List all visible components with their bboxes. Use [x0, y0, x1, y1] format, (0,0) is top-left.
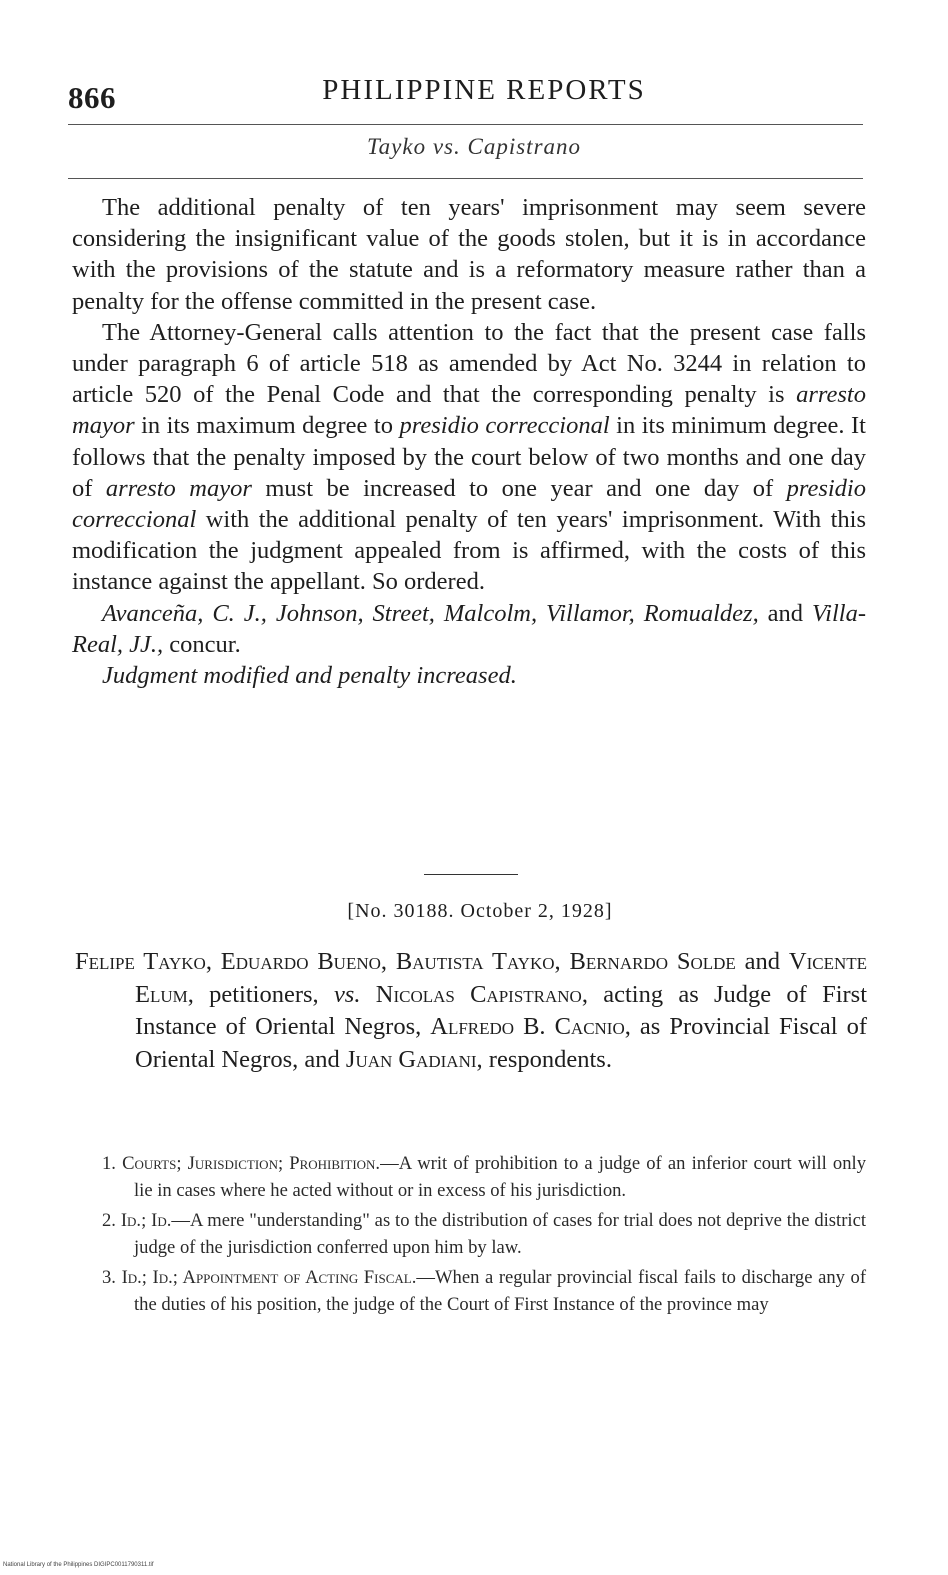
- petitioner-names: Felipe Tayko, Eduardo Bueno, Bautista Tayko, Bernardo Solde: [75, 948, 736, 975]
- case-divider: [424, 874, 518, 875]
- text-run: with the additional penalty of ten years' imprisonment. With this modification the judgment appealed from is affirmed, with the costs of this instance against the appellant. So ordered.: [72, 506, 866, 596]
- italic-term: arresto mayor: [72, 381, 866, 440]
- respondent-name: Alfredo B. Cacnio,: [430, 1013, 631, 1040]
- versus: vs.: [333, 980, 361, 1008]
- syllabus-number: 3.: [102, 1267, 116, 1288]
- text-run: in its maximum degree to: [134, 412, 400, 440]
- italic-term: presidio correccional: [399, 412, 610, 440]
- syllabus: [102, 1150, 866, 1321]
- concurrence: [72, 598, 866, 660]
- syllabus-text: —When a regular provincial fiscal fails to discharge any of the duties of his position, the judge of the Court of First Instance of the province may: [134, 1267, 867, 1315]
- docket-line: [No. 30188. October 2, 1928]: [347, 900, 613, 922]
- syllabus-item: [102, 1150, 866, 1204]
- page-number: 866: [68, 80, 116, 115]
- text-run: [360, 981, 375, 1008]
- case-caption: Tayko vs. Capistrano: [366, 134, 582, 159]
- text-run: concur.: [163, 630, 241, 658]
- respondent-name: Juan Gadiani,: [345, 1045, 483, 1073]
- case-parties: [75, 946, 867, 1076]
- header-rule-top: [68, 124, 863, 125]
- syllabus-item: [102, 1264, 866, 1318]
- text-run: acting as Judge of First Instance of Oriental Negros,: [135, 980, 868, 1040]
- text-run: petitioners,: [193, 980, 334, 1008]
- justice-names: Avanceña, C. J., Johnson, Street, Malcolm, Villamor, Romualdez,: [102, 599, 759, 627]
- header-rule-bottom: [68, 178, 863, 179]
- text-run: and: [735, 948, 789, 975]
- text-run: respondents.: [482, 1045, 612, 1073]
- syllabus-heading: Id.; Id.: [120, 1210, 172, 1231]
- syllabus-number: 2.: [102, 1210, 116, 1231]
- justice-names: Villa-Real, JJ.,: [72, 599, 866, 658]
- syllabus-heading: Courts; Jurisdiction; Prohibition.: [122, 1153, 381, 1174]
- opinion-body: [72, 192, 866, 691]
- paragraph-attorney-general: [72, 317, 866, 598]
- text-run: as Provincial Fiscal of Oriental Negros, and: [135, 1013, 867, 1073]
- disposition-text: Judgment modified and penalty increased.: [102, 662, 517, 690]
- respondent-name: Nicolas Capistrano,: [375, 980, 588, 1008]
- text-run: The Attorney-General calls attention to the fact that the present case falls under paragraph 6 of article 518 as amended by Act No. 3244 in relation to article 520 of the Penal Code and that the corresponding penalty is: [72, 318, 866, 409]
- parties-paragraph: [75, 946, 867, 1076]
- syllabus-item: [102, 1207, 866, 1261]
- scan-footer-note: National Library of the Philippines DIGIPC0011790311.tif: [3, 1562, 154, 1568]
- disposition: [72, 660, 866, 691]
- petitioner-name: Vicente Elum,: [135, 948, 868, 1008]
- paragraph-penalty-note: The additional penalty of ten years' imprisonment may seem severe considering the insignificant value of the goods stolen, but it is in accordance with the provisions of the statute and is a reformatory measure rather than a penalty for the offense committed in the present case.: [72, 194, 866, 315]
- text-run: must be increased to one year and one day of: [251, 474, 787, 502]
- syllabus-text: —A mere "understanding" as to the distribution of cases for trial does not deprive the district judge of the jurisdiction conferred upon him by law.: [134, 1210, 866, 1258]
- italic-term: presidio correccional: [72, 474, 866, 534]
- text-run: in its minimum degree. It follows that the penalty imposed by the court below of two months and one day of: [72, 412, 866, 502]
- syllabus-number: 1.: [102, 1153, 116, 1174]
- running-title: PHILIPPINE REPORTS: [322, 74, 646, 106]
- syllabus-heading: Id.; Id.; Appointment of Acting Fiscal.: [121, 1267, 417, 1288]
- syllabus-text: —A writ of prohibition to a judge of an inferior court will only lie in cases where he acted without or in excess of his jurisdiction.: [134, 1153, 866, 1201]
- italic-term: arresto mayor: [105, 474, 252, 502]
- text-run: and: [758, 599, 813, 627]
